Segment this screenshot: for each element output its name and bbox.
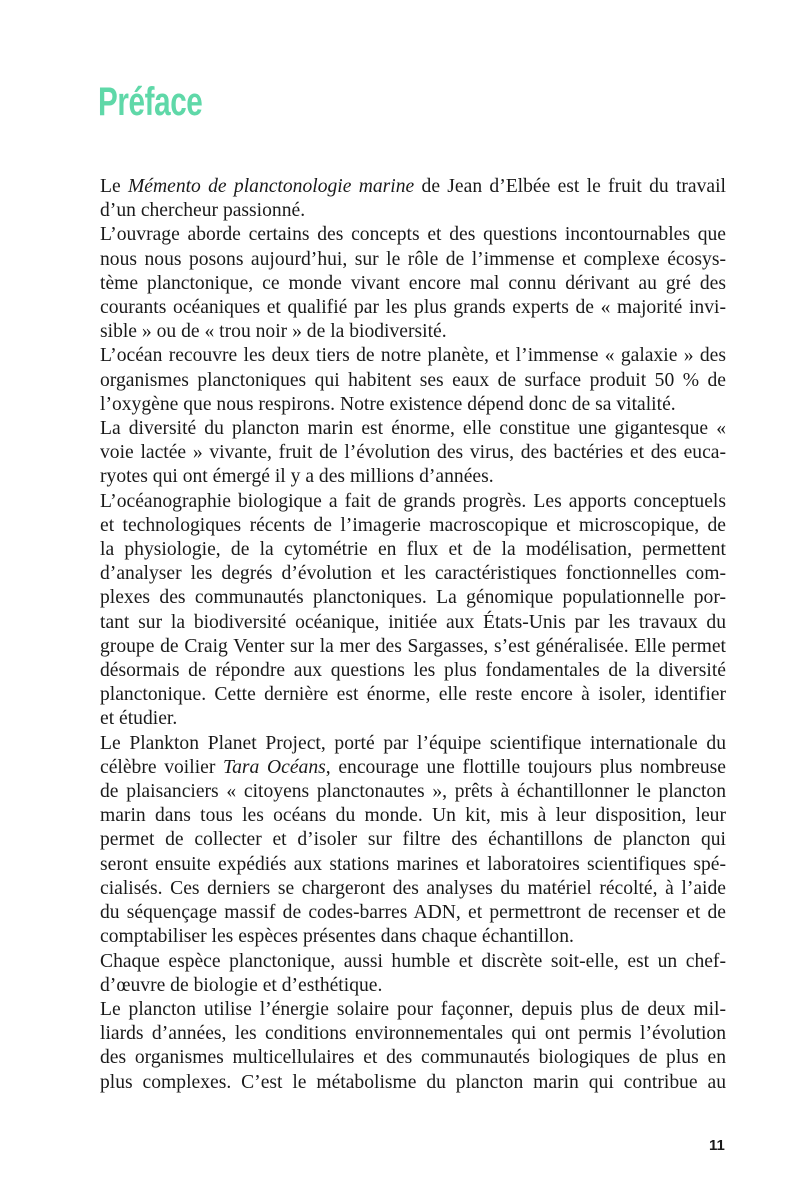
text-line: comptabiliser les espèces présentes dans chaque échantillon. [100, 926, 574, 948]
text-line: sible » ou de « trou noir » de la biodiversité. [100, 321, 447, 343]
text-line: tant sur la biodiversité océanique, initiée aux États-Unis par les travaux du [100, 611, 726, 633]
text-line: La diversité du plancton marin est énorme, elle constitue une gigantesque « [100, 418, 726, 440]
text-line: plus complexes. C’est le métabolisme du plancton marin qui contribue au [100, 1071, 726, 1093]
text-line: voie lactée » vivante, fruit de l’évolution des virus, des bactéries et des euca- [100, 442, 726, 464]
text-line: organismes planctoniques qui habitent ses eaux de surface produit 50 % de [100, 369, 726, 391]
text-segment: , encourage une flottille toujours plus nombreuse [325, 756, 726, 778]
text-line: seront ensuite expédiés aux stations marines et laboratoires scientifiques spé- [100, 853, 726, 875]
paragraph [100, 417, 726, 490]
paragraph [100, 998, 726, 1095]
text-segment: Le [100, 176, 128, 197]
page-title: Préface [98, 80, 203, 124]
text-line: Le plancton utilise l’énergie solaire pour façonner, depuis plus de deux mil- [100, 998, 726, 1020]
page-number: 11 [709, 1137, 725, 1154]
text-line: des organismes multicellulaires et des communautés biologiques de plus en [100, 1047, 726, 1069]
text-line: de plaisanciers « citoyens planctonautes », prêts à échantillonner le plancton [100, 781, 726, 803]
text-line [100, 756, 726, 780]
text-line: et technologiques récents de l’imagerie macroscopique et microscopique, de [100, 514, 726, 536]
text-line: ryotes qui ont émergé il y a des millions d’années. [100, 466, 494, 488]
paragraph [100, 950, 726, 998]
text-line: du séquençage massif de codes-barres ADN, et permettront de recenser et de [100, 902, 726, 924]
italic-title: Tara Océans [223, 756, 326, 778]
text-line: Le Plankton Planet Project, porté par l’équipe scientifique internationale du [100, 732, 726, 754]
text-line: nous nous posons aujourd’hui, sur le rôle de l’immense et complexe écosys- [100, 248, 726, 270]
text-line: désormais de répondre aux questions les plus fondamentales de la diversité [100, 660, 726, 682]
text-line: d’analyser les degrés d’évolution et les caractéristiques fonctionnelles com- [100, 563, 726, 585]
paragraph [100, 223, 726, 344]
text-line: L’océan recouvre les deux tiers de notre planète, et l’immense « galaxie » des [100, 345, 726, 367]
italic-title: Mémento de planctonologie marine [127, 176, 415, 197]
text-line: la physiologie, de la cytométrie en flux et de la modélisation, permettent [100, 539, 726, 561]
text-line: liards d’années, les conditions environnementales qui ont permis l’évolution [100, 1023, 726, 1045]
text-line: cialisés. Ces derniers se chargeront des analyses du matériel récolté, à l’aide [100, 877, 726, 899]
text-line: marin dans tous les océans du monde. Un kit, mis à leur disposition, leur [100, 805, 726, 827]
text-line: Chaque espèce planctonique, aussi humble et discrète soit-elle, est un chef- [100, 950, 726, 972]
text-line: l’oxygène que nous respirons. Notre existence dépend donc de sa vitalité. [100, 393, 676, 415]
text-line: d’œuvre de biologie et d’esthétique. [100, 974, 383, 996]
text-line: planctonique. Cette dernière est énorme, elle reste encore à isoler, identifier [100, 684, 726, 706]
text-line: plexes des communautés planctoniques. La génomique populationnelle por- [100, 587, 726, 609]
body-text [100, 175, 726, 1095]
text-line: d’un chercheur passionné. [100, 200, 306, 222]
text-line: courants océaniques et qualifié par les plus grands experts de « majorité invi- [100, 297, 726, 319]
paragraph [100, 732, 726, 950]
text-segment: célèbre voilier [100, 756, 224, 778]
text-line: L’ouvrage aborde certains des concepts et des questions incontournables que [100, 224, 726, 246]
text-line: et étudier. [100, 708, 178, 730]
text-segment: de Jean d’Elbée est le fruit du travail [414, 176, 726, 197]
text-line [100, 175, 726, 199]
paragraph [100, 344, 726, 417]
paragraph [100, 490, 726, 732]
text-line: groupe de Craig Venter sur la mer des Sargasses, s’est généralisée. Elle permet [100, 635, 726, 657]
text-line: tème planctonique, ce monde vivant encore mal connu dérivant au gré des [100, 272, 726, 294]
paragraph [100, 175, 726, 223]
text-line: permet de collecter et d’isoler sur filtre des échantillons de plancton qui [100, 829, 726, 851]
text-line: L’océanographie biologique a fait de grands progrès. Les apports conceptuels [100, 490, 726, 512]
